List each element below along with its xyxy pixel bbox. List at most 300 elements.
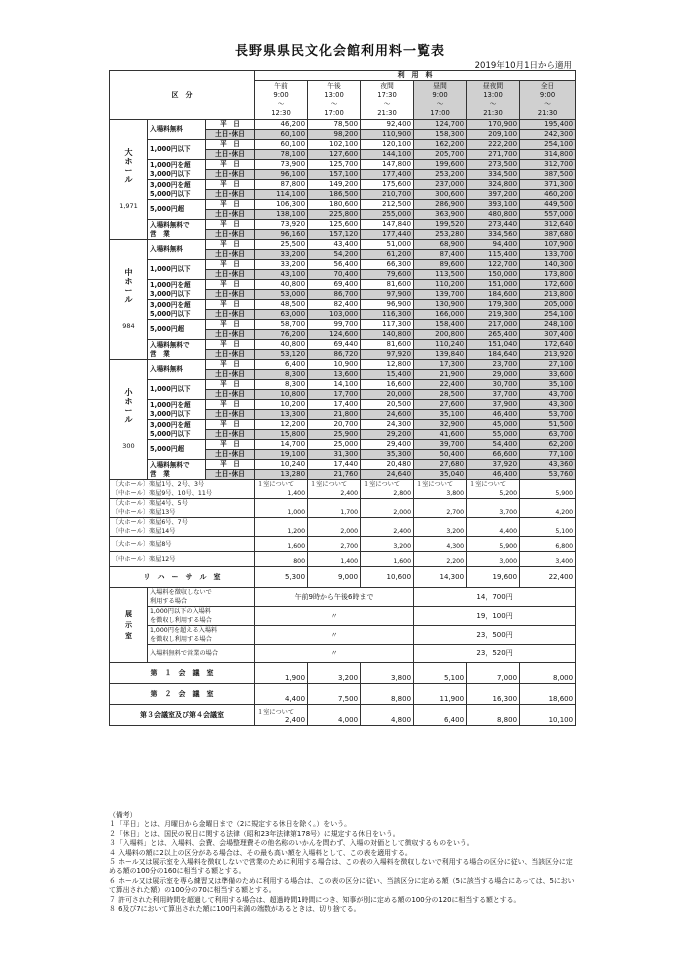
fee-cell: 96,160 [255,230,308,240]
fee-row [110,420,576,430]
fee-cell: 81,600 [361,280,414,290]
fee-row [110,240,576,250]
fee-cell: 106,300 [255,200,308,210]
fee-cell [361,480,414,499]
fee-row [110,440,576,450]
fee-cell: 40,800 [255,280,308,290]
fee-cell: 99,700 [308,320,361,330]
fee-cell: 124,600 [308,330,361,340]
riyou-header: 利 用 料 [255,71,576,81]
fee-cell: 15,800 [255,430,308,440]
fee-cell [255,684,308,705]
fee-cell: 66,300 [361,260,414,270]
fee-cell [414,499,467,518]
fee-cell: 387,500 [520,170,576,180]
fee-cell: 125,700 [308,160,361,170]
fee-cell: 31,300 [308,450,361,460]
fee-cell [255,705,308,726]
fee-row [110,120,576,130]
fee-row [110,360,576,370]
day-type: 土日･休日 [206,430,255,440]
day-type: 平 日 [206,140,255,150]
fee-cell: 20,500 [361,400,414,410]
day-type: 平 日 [206,380,255,390]
gakuya-line: 〔大ホール〕楽屋8号 [112,540,172,548]
fee-cell: 25,000 [308,440,361,450]
fee-cell: 253,200 [414,170,467,180]
fee-cell [308,705,361,726]
period-start: 17:30 [377,91,397,100]
fee-category-line: 3,000円以下 [150,409,191,418]
fee-value: 8,800 [496,716,518,724]
period-tilde: ～ [330,100,338,109]
exhibition-type-line: 1,000円以下の入場料 [150,608,212,615]
fee-cell [255,499,308,518]
fee-cell: 51,000 [361,240,414,250]
period-end: 21:30 [537,109,558,118]
fee-cell: 60,100 [255,140,308,150]
fee-cell: 5,300 [255,567,308,588]
exhibition-type [148,588,255,607]
exhibition-hours: 〃 [255,626,414,645]
fee-cell: 139,840 [414,350,467,360]
fee-cell: 55,000 [467,430,520,440]
meeting-label: 第３会議室及び第４会議室 [110,705,255,726]
fee-row [110,380,576,390]
day-type: 平 日 [206,200,255,210]
fee-cell: 35,100 [520,380,576,390]
fee-cell: 212,500 [361,200,414,210]
hall-capacity: 300 [122,442,135,450]
fee-cell: 149,200 [308,180,361,190]
notes-section [109,811,579,914]
period-tilde: ～ [436,100,444,109]
fee-cell [361,518,414,537]
period-tilde: ～ [277,100,285,109]
fee-value: 2,200 [446,558,465,565]
period-header [255,81,308,120]
fee-cell: 29,200 [361,430,414,440]
fee-cell: 273,440 [467,220,520,230]
period-name: 昼間 [433,82,447,91]
fee-cell: 8,300 [255,380,308,390]
fee-value: 3,400 [555,558,574,565]
fee-cell: 70,400 [308,270,361,280]
fee-cell: 13,300 [255,410,308,420]
fee-category-line: 5,000円以下 [150,189,191,198]
fee-category [148,240,206,260]
fee-value: 3,700 [499,509,518,516]
fee-cell: 43,360 [520,460,576,470]
fee-cell: 24,600 [361,410,414,420]
fee-cell: 312,640 [520,220,576,230]
fee-cell [308,518,361,537]
day-type: 土日･休日 [206,370,255,380]
exhibition-row [110,588,576,607]
fee-cell [467,705,520,726]
fee-cell [361,663,414,684]
fee-category-line: 3,000円以下 [150,289,191,298]
fee-category [148,380,206,400]
fee-cell: 122,700 [467,260,520,270]
fee-cell: 20,480 [361,460,414,470]
fee-cell: 371,300 [520,180,576,190]
fee-value: 4,000 [337,716,359,724]
meeting-row [110,705,576,726]
day-type: 土日･休日 [206,350,255,360]
fee-cell: 253,280 [414,230,467,240]
fee-category-line: 1,000円以下 [150,265,191,273]
period-header [467,81,520,120]
fee-cell: 40,800 [255,340,308,350]
day-type: 平 日 [206,460,255,470]
fee-cell: 147,800 [361,160,414,170]
fee-value: 1,200 [287,528,306,535]
fee-cell: 175,600 [361,180,414,190]
fee-cell: 22,400 [520,567,576,588]
fee-cell [520,663,576,684]
fee-cell: 14,700 [255,440,308,450]
exhibition-char: 展 [125,609,132,618]
fee-cell: 307,400 [520,330,576,340]
fee-cell: 87,800 [255,180,308,190]
period-header [520,81,576,120]
fee-value: 6,400 [443,716,465,724]
day-type: 土日･休日 [206,270,255,280]
gakuya-line: 〔大ホール〕楽屋4号、5号 [112,500,188,507]
fee-cell: 77,100 [520,450,576,460]
fee-category-line: 5,000円超 [150,205,185,213]
meeting-row [110,663,576,684]
fee-category-line: 入場料無料で [150,340,190,349]
exhibition-hours: 〃 [255,645,414,663]
fee-value: 3,200 [446,528,465,535]
fee-cell [255,480,308,499]
gakuya-label [110,518,255,537]
fee-cell: 177,400 [361,170,414,180]
fee-cell: 273,500 [467,160,520,170]
gakuya-row [110,552,576,567]
day-type: 土日･休日 [206,310,255,320]
fee-cell: 78,500 [308,120,361,130]
fee-cell: 162,200 [414,140,467,150]
fee-cell: 10,600 [361,567,414,588]
hall-char: 大 [124,148,133,157]
exhibition-type [148,626,255,645]
fee-value: 3,200 [337,674,359,682]
fee-cell [308,480,361,499]
fee-cell: 17,300 [414,360,467,370]
fee-cell: 98,200 [308,130,361,140]
fee-cell: 46,400 [467,470,520,480]
period-name: 午後 [327,82,341,91]
day-type: 土日･休日 [206,190,255,200]
gakuya-label [110,552,255,567]
fee-category [148,160,206,180]
fee-cell: 79,600 [361,270,414,280]
fee-value: 5,900 [499,543,518,550]
unit-note: １室について [469,481,507,488]
fee-cell: 180,600 [308,200,361,210]
exhibition-char: 示 [125,620,132,629]
fee-cell: 62,200 [520,440,576,450]
hall-char: ル [124,415,133,424]
fee-row [110,180,576,190]
fee-cell: 46,200 [255,120,308,130]
fee-cell: 97,920 [361,350,414,360]
day-type: 平 日 [206,220,255,230]
fee-value: 7,000 [496,674,518,682]
kubun-header: 区 分 [110,71,255,120]
period-end: 12:30 [271,109,291,118]
fee-cell: 170,900 [467,120,520,130]
fee-cell: 110,200 [414,280,467,290]
fee-category [148,200,206,220]
fee-cell: 33,200 [255,250,308,260]
fee-category-line: 入場料無料 [150,125,183,133]
exhibition-row [110,626,576,645]
effective-date: 2019年10月1日から適用 [474,61,572,71]
fee-row [110,320,576,330]
period-name: 夜間 [380,82,394,91]
fee-cell: 86,720 [308,350,361,360]
fee-cell [467,518,520,537]
exhibition-type-line: を徴収し利用する場合 [150,617,212,624]
day-type: 土日･休日 [206,250,255,260]
fee-row [110,460,576,470]
fee-cell [414,705,467,726]
fee-cell [414,552,467,567]
note-line: １「平日」とは、月曜日から金曜日まで（2に規定する休日を除く。）をいう。 [109,820,351,829]
fee-cell: 147,840 [361,220,414,230]
fee-cell: 60,100 [255,130,308,140]
fee-cell: 237,000 [414,180,467,190]
day-type: 平 日 [206,360,255,370]
fee-category-line: 1,000円を超 [150,400,191,409]
day-type: 土日･休日 [206,230,255,240]
fee-cell: 393,100 [467,200,520,210]
fee-cell: 63,700 [520,430,576,440]
fee-category [148,300,206,320]
fee-category-line: 3,000円を超 [150,180,191,189]
fee-cell [414,537,467,552]
fee-cell [255,537,308,552]
fee-cell: 107,900 [520,240,576,250]
fee-cell: 205,000 [520,300,576,310]
fee-category [148,120,206,140]
fee-cell: 166,000 [414,310,467,320]
unit-note: １室について [257,708,295,716]
day-type: 土日･休日 [206,470,255,480]
hall-capacity: 984 [122,322,135,330]
header-row [110,71,576,81]
fee-value: 2,700 [446,509,465,516]
fee-cell: 271,700 [467,150,520,160]
fee-cell: 115,400 [467,250,520,260]
fee-cell: 186,500 [308,190,361,200]
fee-cell: 286,900 [414,200,467,210]
exhibition-row [110,607,576,626]
fee-category-line: 5,000円超 [150,325,185,333]
fee-cell: 43,100 [255,270,308,280]
fee-cell: 363,900 [414,210,467,220]
fee-cell: 9,000 [308,567,361,588]
note-line: （備考） [109,811,137,819]
fee-row [110,140,576,150]
fee-cell: 13,280 [255,470,308,480]
fee-cell: 217,000 [467,320,520,330]
fee-cell [361,684,414,705]
fee-value: 5,200 [499,490,518,497]
fee-cell: 209,100 [467,130,520,140]
fee-cell: 449,500 [520,200,576,210]
fee-category-line: 3,000円以下 [150,169,191,178]
fee-value: 1,900 [284,674,306,682]
fee-cell: 12,800 [361,360,414,370]
fee-category-line: 入場料無料 [150,245,183,253]
period-tilde: ～ [383,100,391,109]
fee-cell: 22,400 [414,380,467,390]
fee-value: 2,400 [340,490,359,497]
fee-category-line: 5,000円以下 [150,429,191,438]
fee-cell [414,663,467,684]
fee-cell: 66,600 [467,450,520,460]
fee-cell: 54,400 [467,440,520,450]
fee-value: 1,700 [340,509,359,516]
fee-cell: 177,440 [361,230,414,240]
fee-cell: 242,300 [520,130,576,140]
fee-cell: 300,600 [414,190,467,200]
exhibition-row [110,645,576,663]
fee-category-line: 5,000円超 [150,445,185,453]
period-header [361,81,414,120]
fee-cell: 157,100 [308,170,361,180]
fee-cell: 33,600 [520,370,576,380]
fee-cell: 200,800 [414,330,467,340]
fee-value: 10,100 [548,716,574,724]
fee-cell: 199,600 [414,160,467,170]
fee-value: 5,900 [555,490,574,497]
fee-cell: 102,100 [308,140,361,150]
fee-table [109,70,576,726]
fee-cell [255,518,308,537]
fee-cell: 39,700 [414,440,467,450]
fee-value: 2,000 [340,528,359,535]
fee-cell [414,480,467,499]
fee-cell: 213,800 [520,290,576,300]
fee-cell: 110,900 [361,130,414,140]
fee-cell: 138,100 [255,210,308,220]
fee-row [110,300,576,310]
fee-value: 8,000 [553,674,574,682]
fee-cell: 172,640 [520,340,576,350]
exhibition-type [148,645,255,663]
note-line: ６ ホール又は展示室を専ら練習又は準備のために利用する場合は、この表の区分に従い、当該区分に定める額（5に該当する場合にあっては、5において算出された額）の100分の70に相当する額とする。 [109,876,575,895]
fee-cell: 43,300 [520,400,576,410]
fee-cell: 87,400 [414,250,467,260]
hall-name [110,240,148,360]
fee-cell: 21,800 [308,410,361,420]
fee-cell: 21,900 [414,370,467,380]
fee-cell [520,518,576,537]
fee-cell: 16,600 [361,380,414,390]
fee-cell: 21,760 [308,470,361,480]
fee-cell: 37,900 [467,400,520,410]
period-start: 9:00 [273,91,289,100]
fee-cell: 225,800 [308,210,361,220]
fee-cell [255,663,308,684]
fee-cell: 19,600 [467,567,520,588]
fee-cell [308,684,361,705]
gakuya-line: 〔中ホール〕楽屋9号、10号、11号 [112,490,212,497]
fee-category-line: 3,000円を超 [150,420,191,429]
fee-category-line: 営 業 [150,349,170,358]
fee-value: 4,200 [555,509,574,516]
fee-value: 7,500 [337,695,359,703]
fee-cell: 53,700 [520,410,576,420]
exhibition-hours: 〃 [255,607,414,626]
fee-row [110,280,576,290]
note-line: ４ 入場料の額に2以上の区分がある場合は、その最も高い額を入場料として、この表を適用する。 [109,848,412,857]
fee-cell [467,480,520,499]
fee-cell: 6,400 [255,360,308,370]
fee-cell: 157,120 [308,230,361,240]
unit-note: １室について [257,481,295,488]
exhibition-type-line: 入場料を徴収しないで [150,589,212,596]
fee-cell: 94,400 [467,240,520,250]
fee-cell: 24,640 [361,470,414,480]
gakuya-row [110,537,576,552]
period-start: 9:00 [432,91,448,100]
note-line: ７ 許可された利用時間を超過して利用する場合は、超過時間1時間につき、知事が別に定める額の100分の120に相当する額とする。 [109,895,521,904]
rehearsal-label: リ ハ ー サ ル 室 [110,567,255,588]
fee-cell [308,537,361,552]
fee-cell: 114,100 [255,190,308,200]
fee-cell: 144,100 [361,150,414,160]
unit-note: １室について [416,481,454,488]
fee-cell: 312,700 [520,160,576,170]
fee-category [148,460,206,480]
fee-cell [520,499,576,518]
fee-cell: 53,000 [255,290,308,300]
fee-cell: 96,900 [361,300,414,310]
fee-category [148,360,206,380]
fee-category-line: 営 業 [150,229,170,238]
fee-cell: 117,300 [361,320,414,330]
fee-cell: 27,100 [520,360,576,370]
rehearsal-row [110,567,576,588]
fee-cell: 255,000 [361,210,414,220]
gakuya-label [110,480,255,499]
fee-cell: 179,300 [467,300,520,310]
fee-category [148,320,206,340]
fee-cell: 120,100 [361,140,414,150]
fee-cell: 172,600 [520,280,576,290]
fee-value: 800 [293,558,306,565]
fee-value: 16,300 [492,695,518,703]
exhibition-type-line: を徴収し利用する場合 [150,636,212,643]
day-type: 土日･休日 [206,330,255,340]
fee-cell: 20,000 [361,390,414,400]
fee-cell: 28,500 [414,390,467,400]
day-type: 平 日 [206,160,255,170]
hall-char: ホ [124,397,133,406]
fee-category [148,420,206,440]
hall-char: ホ [124,277,133,286]
day-type: 土日･休日 [206,290,255,300]
fee-cell: 25,500 [255,240,308,250]
fee-cell: 27,600 [414,400,467,410]
